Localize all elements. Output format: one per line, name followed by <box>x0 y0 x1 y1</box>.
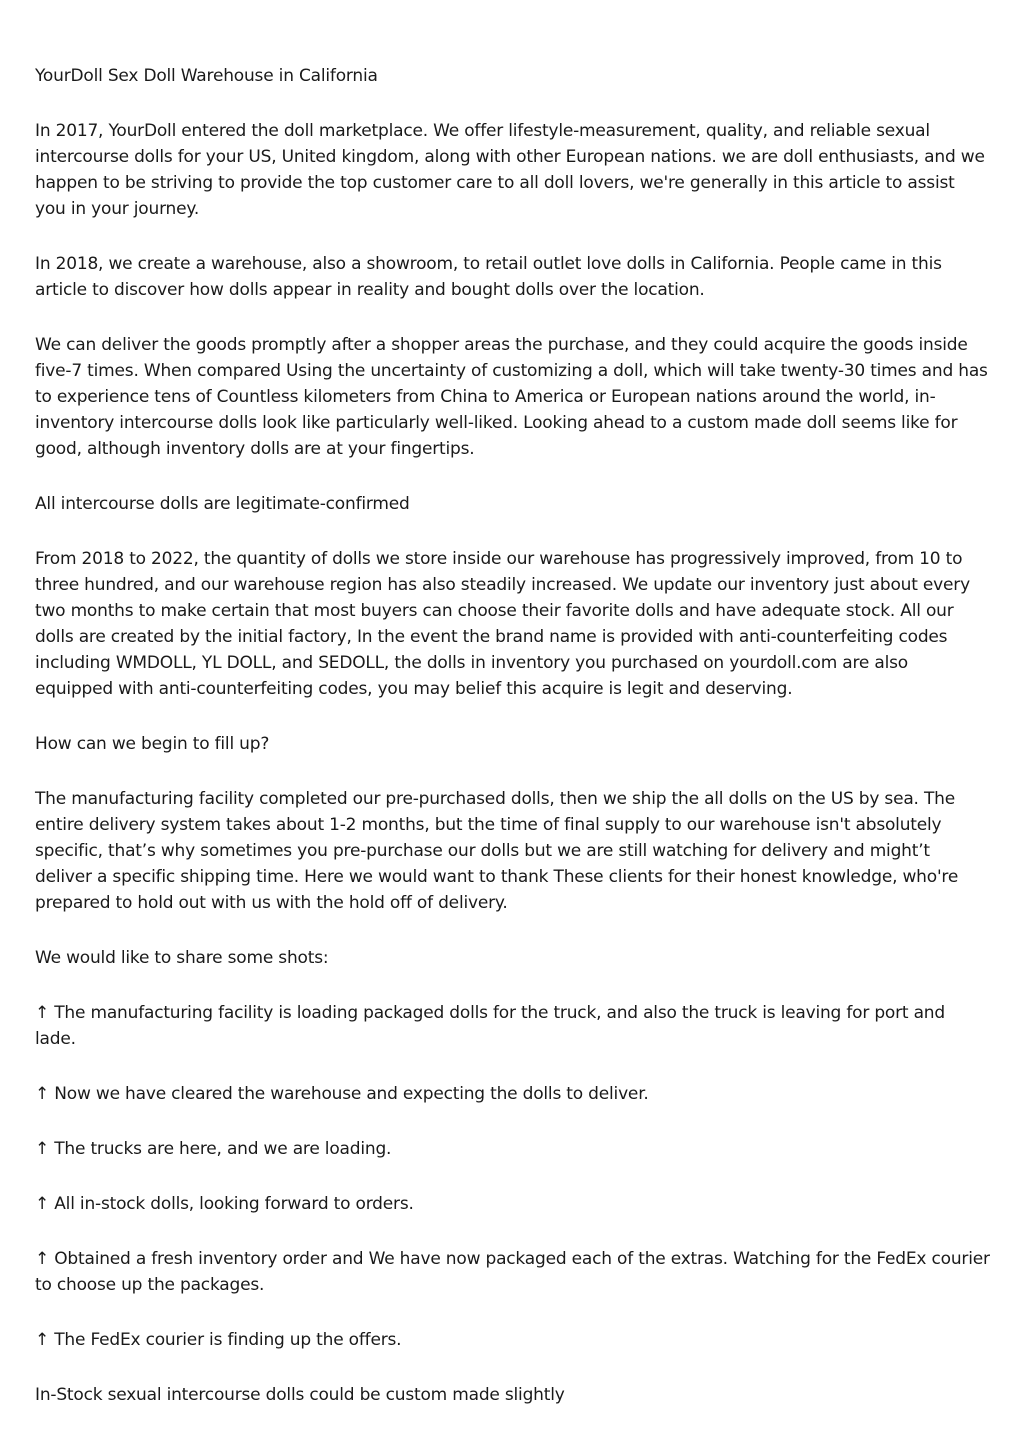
caption-trucks-here: ↑ The trucks are here, and we are loading. <box>35 1139 392 1159</box>
paragraph-inventory: From 2018 to 2022, the quantity of dolls we store inside our warehouse has progressively improved, from 10 to three hundred, and our warehouse region has also steadily increased. We update our inventory just about every two months to make certain that most buyers can choose their favorite dolls and have adequate stock. All our dolls are created by the initial factory, In the event the brand name is provided with anti-counterfeiting codes including WMDOLL, YL DOLL, and SEDOLL, the dolls in inventory you purchased on yourdoll.com are also equipped with anti-counterfeiting codes, you may belief this acquire is legit and deserving. <box>35 549 970 699</box>
caption-fedex-pickup: ↑ The FedEx courier is finding up the offers. <box>35 1330 402 1350</box>
caption-in-stock-dolls: ↑ All in-stock dolls, looking forward to orders. <box>35 1194 414 1214</box>
section-heading-custom: In-Stock sexual intercourse dolls could be custom made slightly <box>35 1385 565 1405</box>
document-title: YourDoll Sex Doll Warehouse in California <box>35 66 378 86</box>
section-heading-restock: How can we begin to fill up? <box>35 734 270 754</box>
paragraph-intro: In 2017, YourDoll entered the doll marketplace. We offer lifestyle-measurement, quality, and reliable sexual intercourse dolls for your US, United kingdom, along with other European nations. we are doll enthusiasts, and we happen to be striving to provide the top customer care to all doll lovers, we're generally in this article to assist you in your journey. <box>35 121 985 219</box>
caption-packaged-order: ↑ Obtained a fresh inventory order and We have now packaged each of the extras. Watching for the FedEx courier to choose up the packages. <box>35 1249 990 1295</box>
section-heading-confirmed: All intercourse dolls are legitimate-confirmed <box>35 494 410 514</box>
caption-loading-truck: ↑ The manufacturing facility is loading packaged dolls for the truck, and also the truck is leaving for port and lade. <box>35 1003 945 1049</box>
paragraph-delivery: We can deliver the goods promptly after a shopper areas the purchase, and they could acquire the goods inside five-7 times. When compared Using the uncertainty of customizing a doll, which will take twenty-30 times and has to experience tens of Countless kilometers from China to America or European nations around the world, in-inventory intercourse dolls look like particularly well-liked. Looking ahead to a custom made doll seems like for good, although inventory dolls are at your fingertips. <box>35 335 988 459</box>
caption-cleared-warehouse: ↑ Now we have cleared the warehouse and expecting the dolls to deliver. <box>35 1084 649 1104</box>
document-body <box>35 63 990 1408</box>
paragraph-shipping: The manufacturing facility completed our pre-purchased dolls, then we ship the all dolls on the US by sea. The entire delivery system takes about 1-2 months, but the time of final supply to our warehouse isn't absolutely specific, that’s why sometimes you pre-purchase our dolls but we are still watching for delivery and might’t deliver a specific shipping time. Here we would want to thank These clients for their honest knowledge, who're prepared to hold out with us with the hold off of delivery. <box>35 789 959 913</box>
paragraph-warehouse: In 2018, we create a warehouse, also a showroom, to retail outlet love dolls in California. People came in this article to discover how dolls appear in reality and bought dolls over the location. <box>35 254 942 300</box>
paragraph-share-shots: We would like to share some shots: <box>35 948 329 968</box>
